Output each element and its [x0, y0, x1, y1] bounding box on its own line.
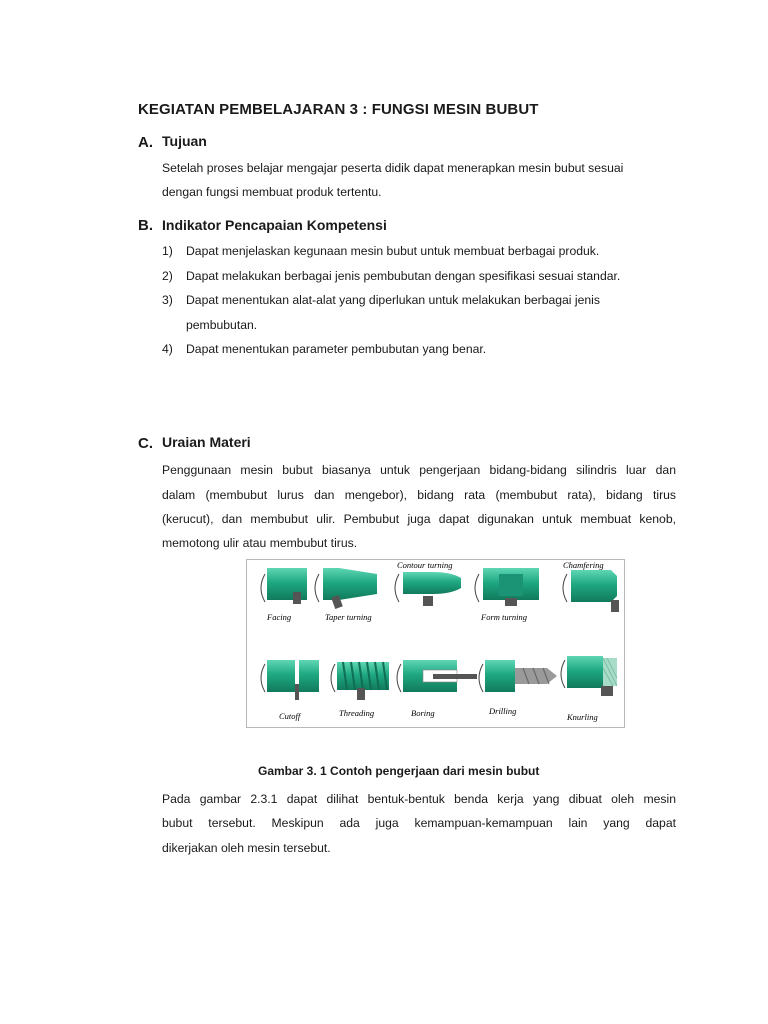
form-turning-illustration [475, 568, 539, 606]
threading-tool [357, 688, 365, 700]
section-c-title: Uraian Materi [162, 434, 251, 450]
chamfering-workpiece [571, 570, 617, 602]
section-c-line-3: (kerucut), dan membubut ulir. Pembubut juga dapat digunakan untuk membuat kenob, [162, 512, 676, 526]
section-c-line-2: dalam (membubut lurus dan mengebor), bidang rata (membubut rata), bidang tirus [162, 488, 676, 502]
knurling-tool [601, 686, 613, 696]
label-cutoff: Cutoff [279, 711, 301, 721]
indicator-num-3: 3) [162, 293, 173, 307]
taper-workpiece [339, 568, 377, 600]
label-knurling: Knurling [567, 712, 598, 722]
closing-line-2: bubut tersebut. Meskipun ada juga kemampuan-kemampuan lain yang dapat [162, 816, 676, 830]
closing-line-3: dikerjakan oleh mesin tersebut. [162, 841, 331, 855]
facing-illustration [261, 568, 307, 604]
closing-line-1: Pada gambar 2.3.1 dapat dilihat bentuk-bentuk benda kerja yang dibuat oleh mesin [162, 792, 676, 806]
section-a-title: Tujuan [162, 133, 207, 149]
chamfering-tool [611, 600, 619, 612]
drilling-workpiece [485, 660, 515, 692]
drilling-illustration [479, 660, 557, 692]
section-b-title: Indikator Pencapaian Kompetensi [162, 217, 387, 233]
facing-tool [293, 592, 301, 604]
label-contour: Contour turning [397, 560, 453, 570]
label-facing: Facing [267, 612, 292, 622]
indicator-num-4: 4) [162, 342, 173, 356]
boring-tool [433, 674, 477, 679]
contour-workpiece [403, 572, 461, 594]
section-a-line-2: dengan fungsi membuat produk tertentu. [162, 185, 382, 199]
cutoff-workpiece [299, 660, 319, 692]
label-taper: Taper turning [325, 612, 372, 622]
section-a-letter: A. [138, 134, 153, 151]
boring-illustration [397, 660, 477, 692]
indicator-num-2: 2) [162, 269, 173, 283]
contour-tool [423, 596, 433, 606]
section-a-line-1: Setelah proses belajar mengajar peserta didik dapat menerapkan mesin bubut sesuai [162, 161, 624, 175]
taper-illustration [315, 568, 377, 609]
form-turning-tool [505, 598, 517, 606]
figure-caption: Gambar 3. 1 Contoh pengerjaan dari mesin bubut [258, 764, 540, 778]
indicator-num-1: 1) [162, 244, 173, 258]
label-boring: Boring [411, 708, 435, 718]
indicator-text-3a: Dapat menentukan alat-alat yang diperlukan untuk melakukan berbagai jenis [186, 293, 600, 307]
label-drilling: Drilling [489, 706, 517, 716]
label-threading: Threading [339, 708, 375, 718]
label-chamfering: Chamfering [563, 560, 604, 570]
lathe-operations-illustration [247, 560, 624, 727]
section-c-letter: C. [138, 435, 153, 452]
section-c-line-4: memotong ulir atau membubut tirus. [162, 536, 358, 550]
indicator-text-1: Dapat menjelaskan kegunaan mesin bubut untuk membuat berbagai produk. [186, 244, 600, 258]
lathe-operations-figure [246, 559, 625, 728]
indicator-text-3b: pembubutan. [186, 318, 258, 332]
threading-illustration [331, 662, 389, 700]
cutoff-illustration [261, 660, 319, 700]
form-turning-workpiece [499, 574, 523, 596]
knurling-illustration [561, 656, 617, 696]
page-title: KEGIATAN PEMBELAJARAN 3 : FUNGSI MESIN BUBUT [138, 101, 539, 118]
chamfering-illustration [563, 570, 619, 612]
label-form: Form turning [481, 612, 528, 622]
contour-illustration [395, 572, 461, 606]
section-b-letter: B. [138, 217, 153, 234]
cutoff-tool [295, 684, 299, 700]
indicator-text-4: Dapat menentukan parameter pembubutan yang benar. [186, 342, 487, 356]
section-c-line-1: Penggunaan mesin bubut biasanya untuk pengerjaan bidang-bidang silindris luar dan [162, 463, 676, 477]
indicator-text-2: Dapat melakukan berbagai jenis pembubutan dengan spesifikasi sesuai standar. [186, 269, 621, 283]
